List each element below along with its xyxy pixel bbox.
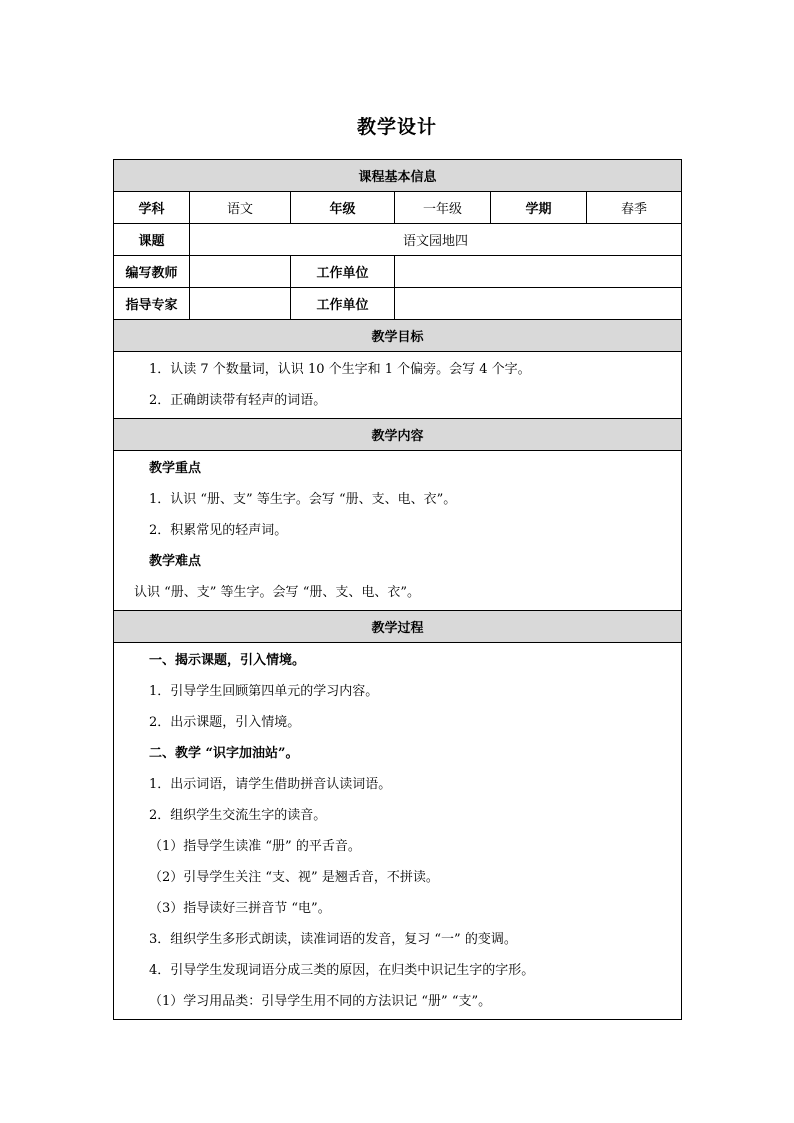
objectives-body xyxy=(114,352,682,419)
advisor-row xyxy=(114,288,682,320)
process-header: 教学过程 xyxy=(114,611,682,643)
page-title: 教学设计 xyxy=(356,116,437,138)
process-section-title: 二、教学 “识字加油站”。 xyxy=(149,746,299,761)
process-item: 4．引导学生发现词语分成三类的原因，在归类中识记生字的字形。 xyxy=(149,963,535,978)
objective-item: 1．认读 7 个数量词，认识 10 个生字和 1 个偏旁。会写 4 个字。 xyxy=(149,362,531,377)
basic-info-header-row xyxy=(114,160,682,192)
advisor-label: 指导专家 xyxy=(114,288,190,320)
topic-value: 语文园地四 xyxy=(190,224,682,256)
process-sub-item: （1）学习用品类：引导学生用不同的方法识记 “册” “支”。 xyxy=(149,994,492,1009)
author-unit-label: 工作单位 xyxy=(291,256,395,288)
grade-value: 一年级 xyxy=(395,192,491,224)
process-sub-item: （1）指导学生读准 “册” 的平舌音。 xyxy=(149,839,361,854)
process-body xyxy=(114,643,682,1020)
key-points-title: 教学重点 xyxy=(149,461,202,476)
content-body-row xyxy=(114,451,682,611)
process-item: 2．组织学生交流生字的读音。 xyxy=(149,808,327,823)
advisor-value xyxy=(190,288,291,320)
content-body xyxy=(114,451,682,611)
objective-item: 2．正确朗读带有轻声的词语。 xyxy=(149,393,327,408)
advisor-unit-label: 工作单位 xyxy=(291,288,395,320)
process-item: 1．引导学生回顾第四单元的学习内容。 xyxy=(149,684,379,699)
process-item: 3．组织学生多形式朗读，读准词语的发音，复习 “一” 的变调。 xyxy=(149,932,517,947)
term-label: 学期 xyxy=(491,192,587,224)
process-body-row xyxy=(114,643,682,1020)
topic-row xyxy=(114,224,682,256)
content-header: 教学内容 xyxy=(114,419,682,451)
author-unit-value xyxy=(395,256,682,288)
process-sub-item: （3）指导读好三拼音节 “电”。 xyxy=(149,901,331,916)
advisor-unit-value xyxy=(395,288,682,320)
subject-label: 学科 xyxy=(114,192,190,224)
basic-info-header: 课程基本信息 xyxy=(114,160,682,192)
process-item: 1．出示词语，请学生借助拼音认读词语。 xyxy=(149,777,392,792)
author-row xyxy=(114,256,682,288)
process-header-row xyxy=(114,611,682,643)
subject-grade-term-row xyxy=(114,192,682,224)
topic-label: 课题 xyxy=(114,224,190,256)
content-header-row xyxy=(114,419,682,451)
subject-value: 语文 xyxy=(190,192,291,224)
grade-label: 年级 xyxy=(291,192,395,224)
process-item: 2．出示课题，引入情境。 xyxy=(149,715,301,730)
term-value: 春季 xyxy=(587,192,682,224)
objectives-header-row xyxy=(114,320,682,352)
process-sub-item: （2）引导学生关注 “支、视” 是翘舌音，不拼读。 xyxy=(149,870,439,885)
author-value xyxy=(190,256,291,288)
lesson-plan-table xyxy=(113,159,682,1020)
difficulty-title: 教学难点 xyxy=(149,554,202,569)
difficulty-text: 认识 “册、支” 等生字。会写 “册、支、电、衣”。 xyxy=(134,585,420,600)
key-point-item: 1．认识 “册、支” 等生字。会写 “册、支、电、衣”。 xyxy=(149,492,457,507)
process-section-title: 一、揭示课题，引入情境。 xyxy=(149,653,306,668)
key-point-item: 2．积累常见的轻声词。 xyxy=(149,523,288,538)
objectives-header: 教学目标 xyxy=(114,320,682,352)
author-label: 编写教师 xyxy=(114,256,190,288)
objectives-body-row xyxy=(114,352,682,419)
